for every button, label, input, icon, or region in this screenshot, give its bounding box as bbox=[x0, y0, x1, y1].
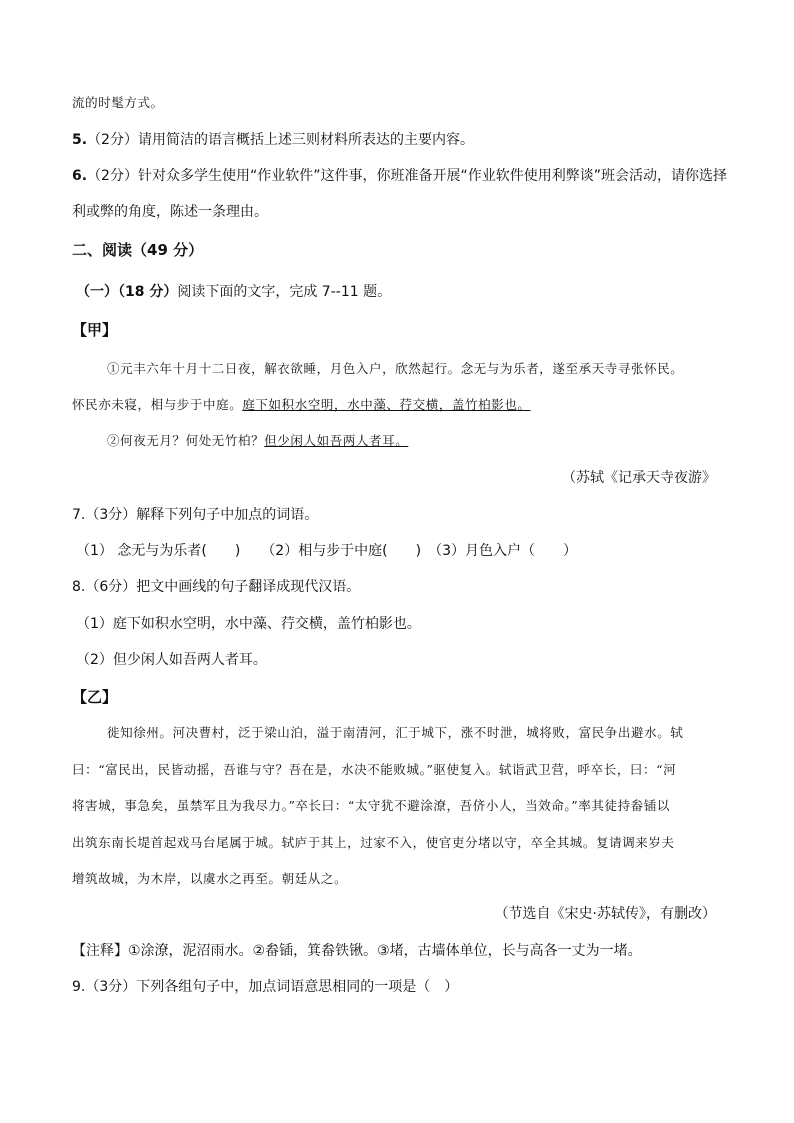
question-5-text: （2分）请用简洁的语言概括上述三则材料所表达的主要内容。 bbox=[87, 132, 474, 148]
underlined-sentence-2: 但少闲人如吾两人者耳。 bbox=[264, 433, 409, 448]
passage-yi-line-5: 增筑故城，为木岸，以虞水之再至。朝廷从之。 bbox=[72, 871, 348, 886]
subsection-instruction: 阅读下面的文字，完成 7--11 题。 bbox=[177, 284, 392, 300]
question-8-item-2: （2）但少闲人如吾两人者耳。 bbox=[76, 652, 267, 668]
subsection-heading bbox=[76, 283, 391, 301]
passage-jia-question: ②何夜无月？何处无竹柏？ bbox=[107, 433, 265, 448]
passage-yi-line-2: 曰：“富民出，民皆动摇，吾谁与守？吾在是，水决不能败城。”驱使复入。轼诣武卫营，呼卒长，曰：“河 bbox=[72, 762, 677, 777]
passage-jia-text: 怀民亦未寝，相与步于中庭。 bbox=[72, 397, 243, 412]
section-heading-reading: 二、阅读（49 分） bbox=[72, 241, 204, 259]
passage-jia-source: （苏轼《记承天寺夜游》 bbox=[562, 470, 716, 486]
question-8-item-1: （1）庭下如积水空明，水中藻、荇交横，盖竹柏影也。 bbox=[76, 616, 421, 632]
question-5 bbox=[72, 131, 474, 149]
passage-yi-label: 【乙】 bbox=[72, 688, 118, 706]
passage-yi-line-4: 出筑东南长堤首起戏马台尾属于城。轼庐于其上，过家不入，使官吏分堵以守，卒全其城。复请调来岁夫 bbox=[72, 835, 675, 850]
annotation-note: 【注释】①涂潦，泥沼雨水。②畚锸，箕畚铁锹。③堵，古墙体单位，长与高各一丈为一堵。 bbox=[72, 943, 642, 959]
question-7-items: （1） 念无与为乐者( ) （2）相与步于中庭( ) （3）月色入户（ ） bbox=[76, 543, 578, 559]
question-7: 7.（3分）解释下列句子中加点的词语。 bbox=[72, 507, 319, 523]
passage-yi-source: （节选自《宋史·苏轼传》，有删改） bbox=[494, 906, 716, 922]
passage-jia-line-2 bbox=[72, 396, 531, 414]
passage-yi-line-1: 徙知徐州。河决曹村，泛于梁山泊，溢于南清河，汇于城下，涨不时泄，城将败，富民争出避水。轼 bbox=[107, 725, 684, 740]
question-6-number: 6. bbox=[72, 168, 88, 184]
question-5-number: 5. bbox=[72, 132, 88, 148]
passage-jia-line-3 bbox=[107, 432, 408, 450]
passage-jia-line-1: ①元丰六年十月十二日夜，解衣欲睡，月色入户，欣然起行。念无与为乐者，遂至承天寺寻张怀民。 bbox=[107, 361, 684, 376]
text-line-1: 流的时髦方式。 bbox=[72, 95, 164, 110]
subsection-label: （一）（18 分） bbox=[76, 284, 178, 300]
passage-jia-label: 【甲】 bbox=[72, 321, 118, 339]
underlined-sentence-1: 庭下如积水空明，水中藻、荇交横，盖竹柏影也。 bbox=[242, 397, 531, 412]
question-6 bbox=[72, 167, 727, 185]
passage-yi-line-3: 将害城，事急矣，虽禁军且为我尽力。”卒长曰：“太守犹不避涂潦，吾侪小人，当效命。”率其徒持畚锸以 bbox=[72, 798, 670, 813]
question-8: 8.（6分）把文中画线的句子翻译成现代汉语。 bbox=[72, 579, 361, 595]
question-6-continued: 利或弊的角度，陈述一条理由。 bbox=[72, 204, 268, 220]
question-9: 9.（3分）下列各组句子中，加点词语意思相同的一项是（ ） bbox=[72, 979, 459, 995]
question-6-text: （2分）针对众多学生使用“作业软件”这件事，你班准备开展“作业软件使用利弊谈”班会活动，请你选择 bbox=[87, 168, 727, 184]
